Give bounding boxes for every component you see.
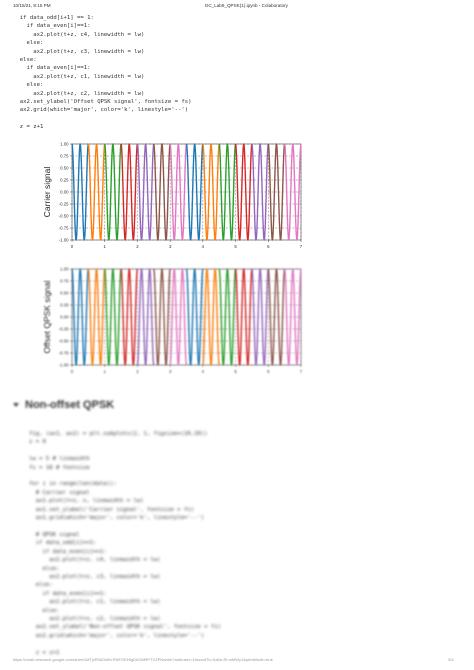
print-timestamp: 10/15/21, 8:15 PM — [13, 3, 51, 8]
code-line: ax1.grid(which='major', color='k', linestyle='--') — [29, 515, 205, 522]
tick-label-y: -0.50 — [58, 338, 69, 344]
print-title: DC_Lab9_QPSK(1).ipynb - Colaboratory — [205, 3, 288, 8]
tick-label-x: 2 — [136, 244, 139, 249]
tick-label-y: -1.00 — [58, 362, 69, 368]
code-line: else: — [13, 82, 44, 89]
code-line: ax2.plot(t+z, c2, linewidth = lw) — [13, 90, 145, 97]
code-line — [29, 447, 221, 455]
tick-label-x: 1 — [103, 369, 106, 374]
code-line: ax1.set_ylabel('Carrier signal', fontsize = fs) — [29, 506, 195, 513]
tick-label-x: 4 — [201, 369, 205, 374]
code-line — [29, 640, 221, 648]
print-url: https://colab.research.google.com/drive/1MTjvRVkDkfhLRNFGEHtgDhGMRPTVZPNwvhk?authuser=1#scrollTo=Sa0e-RLmMWy1&printMode=true — [13, 657, 273, 662]
code-line: ax2.grid(which='major', color='k', linestyle='--') — [13, 107, 189, 114]
code-line: ax1.plot(t+z, x, linewidth = lw) — [29, 498, 144, 505]
page-number: 3/4 — [448, 657, 454, 662]
tick-label-x: 5 — [234, 369, 237, 374]
code-line: ax2.plot(t+z, c1, linewidth = lw) — [29, 599, 161, 606]
tick-label-y: 0.75 — [60, 278, 69, 284]
tick-label-y: 0.25 — [60, 177, 69, 183]
tick-label-y: 0.75 — [60, 153, 69, 159]
tick-label-x: 0 — [70, 369, 74, 374]
y-axis-label: Carrier signal — [42, 166, 52, 218]
tick-label-y: 0.25 — [60, 302, 69, 308]
tick-label-y: -0.50 — [58, 213, 69, 219]
code-cell-bottom — [29, 430, 221, 657]
code-line: # QPSK signal — [29, 531, 80, 538]
code-line: if data_even[i]==1: — [29, 590, 107, 597]
code-line — [29, 522, 221, 530]
tick-label-y: -0.25 — [58, 326, 69, 332]
tick-label-y: 1.00 — [60, 266, 69, 272]
tick-label-y: -0.75 — [58, 225, 69, 231]
code-line: fig, (ax1, ax2) = plt.subplots(2, 1, figsize=(10,10)) — [29, 431, 208, 437]
tick-label-y: -0.75 — [58, 350, 69, 356]
tick-label-y: 0.00 — [60, 314, 69, 320]
code-line: z = z+1 — [29, 649, 60, 656]
section-header[interactable] — [13, 396, 114, 414]
collapse-arrow-icon[interactable] — [13, 403, 19, 407]
code-line: ax2.plot(t+z, c1, linewidth = lw) — [13, 73, 145, 80]
tick-label-x: 6 — [267, 244, 270, 249]
code-line: if data_odd[i+1] == 1: — [13, 15, 94, 21]
code-line: if data_even[i]==1: — [13, 65, 91, 72]
tick-label-x: 6 — [267, 369, 270, 374]
tick-label-y: -0.25 — [58, 201, 69, 207]
tick-label-x: 7 — [299, 244, 303, 249]
tick-label-y: 1.00 — [60, 141, 69, 147]
code-line: lw = 5 # linewidth — [29, 456, 90, 463]
code-line: if data_even[i]==1: — [29, 548, 107, 555]
section-title: Non-offset QPSK — [25, 398, 115, 411]
code-line: ax2.plot(t+z, c3, linewidth = lw) — [29, 573, 161, 580]
code-line: # Carrier signal — [29, 489, 90, 496]
tick-label-y: 0.00 — [60, 189, 69, 195]
tick-label-x: 4 — [201, 244, 205, 249]
y-axis-label: Offset QPSK signal — [42, 280, 52, 354]
code-line: ax2.set_ylabel('Non-offset QPSK signal', fontsize = fs) — [29, 624, 221, 631]
code-line: ax2.plot(t+z, c3, linewidth = lw) — [13, 48, 145, 55]
tick-label-y: -1.00 — [58, 237, 69, 243]
code-line: else: — [29, 607, 60, 614]
tick-label-x: 7 — [299, 369, 303, 374]
code-line: else: — [29, 582, 53, 589]
code-line: ax2.grid(which='major', color='k', linestyle='--') — [29, 632, 205, 639]
tick-label-y: 0.50 — [60, 165, 69, 171]
code-line: ax2.set_ylabel('Offset QPSK signal', fontsize = fs) — [13, 99, 192, 106]
code-line: for i in range(len(data)): — [29, 481, 117, 488]
code-line: else: — [29, 565, 60, 572]
code-line: if data_odd[i]==1: — [29, 540, 97, 547]
code-line: ax2.plot(t+z, c4, linewidth = lw) — [13, 31, 145, 38]
code-line: z = z+1 — [13, 124, 44, 131]
tick-label-x: 1 — [103, 244, 106, 249]
tick-label-x: 3 — [168, 244, 172, 249]
code-line: ax2.plot(t+z, c4, linewidth = lw) — [29, 557, 161, 564]
code-line: fs = 18 # fontsize — [29, 464, 90, 471]
tick-label-x: 5 — [234, 244, 237, 249]
tick-label-x: 3 — [168, 369, 172, 374]
code-line — [29, 472, 221, 480]
code-line: else: — [13, 57, 37, 64]
tick-label-x: 2 — [136, 369, 139, 374]
code-line: ax2.plot(t+z, c2, linewidth = lw) — [29, 615, 161, 622]
code-line: z = 0 — [29, 439, 46, 446]
code-line: else: — [13, 40, 44, 47]
tick-label-x: 0 — [70, 244, 74, 249]
tick-label-y: 0.50 — [60, 290, 69, 296]
code-line: if data_even[i]==1: — [13, 23, 91, 30]
